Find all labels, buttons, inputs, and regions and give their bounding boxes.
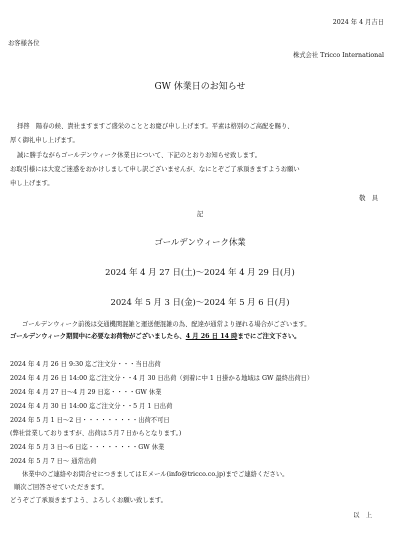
schedule-line: 2024 年 4 月 27 日～4 月 29 日迄・・・・GW 休業 (10, 389, 162, 396)
greeting-line-2: 厚く御礼申し上げます。 (10, 137, 79, 144)
schedule-line: 2024 年 5 月 3 日～6 日迄・・・・・・・・GW 休業 (10, 444, 165, 451)
holiday-period-1: 2024 年 4 月 27 日(土)～2024 年 4 月 29 日(月) (105, 267, 295, 277)
notice-line-2 (10, 334, 300, 340)
greeting-line-4: お取引様には大変ご迷惑をおかけしまして申し訳ございませんが、なにとぞご了承頂きますようお願い (10, 166, 300, 173)
issue-date: 2024 年 4 月吉日 (332, 19, 384, 26)
schedule-line: 2024 年 4 月 26 日 9:30 迄ご注文分・・・当日出荷 (10, 361, 161, 368)
holiday-heading: ゴールデンウィーク休業 (154, 237, 246, 247)
schedule-line: 2024 年 5 月 1 日～2 日・・・・・・・・・出荷不可日 (10, 417, 170, 424)
closing-keigu: 敬 具 (359, 195, 378, 202)
schedule-note: (弊社営業しておりますが、出荷は５月７日からとなります。) (10, 430, 182, 437)
recipient: お客様各位 (8, 40, 40, 47)
contact-line-1: 休業中のご連絡やお問合せにつきましてはＥメール(info@tricco.co.jp)までご連絡ください。 (22, 471, 289, 478)
order-deadline: 4 月 26 日 14 時 (185, 333, 238, 340)
greeting-line-1: 拝啓 陽春の候、貴社ますますご盛栄のこととお慶び申し上げます。平素は格別のご高配を賜り、 (17, 123, 294, 130)
greeting-line-3: 誠に勝手ながらゴールデンウィーク休業日について、下記のとおりお知らせ致します。 (17, 152, 262, 159)
notice-line-1: ゴールデンウィーク前後は交通機関混雑と運送便混雑の為、配達が通常より遅れる場合がございます。 (22, 321, 311, 328)
page-title: GW 休業日のお知らせ (154, 82, 246, 92)
ki-marker: 記 (196, 211, 204, 218)
schedule-line: 2024 年 4 月 30 日 14:00 迄ご注文分・・5 月 1 日出荷 (10, 403, 173, 410)
schedule-line: 2024 年 5 月 7 日～ 通常出荷 (10, 458, 97, 465)
greeting-line-5: 申し上げます。 (10, 180, 54, 187)
notice-line-2-start: ゴールデンウィーク期間中に必要なお荷物がございましたら、 (10, 333, 186, 340)
sender-company: 株式会社 Tricco International (292, 52, 384, 59)
contact-line-3: どうぞご了承頂きますよう、よろしくお願い致します。 (10, 497, 167, 504)
holiday-period-2: 2024 年 5 月 3 日(金)～2024 年 5 月 6 日(月) (110, 297, 290, 307)
notice-line-2-end: までにご注文下さい。 (237, 333, 301, 340)
closing-ijou: 以 上 (353, 512, 372, 519)
contact-line-2: 順次ご回答させていただきます。 (14, 484, 108, 491)
schedule-line: 2024 年 4 月 26 日 14:00 迄ご注文分・・4 月 30 日出荷（到着に中 1 日掛かる地域は GW 最終出荷日） (10, 375, 314, 382)
